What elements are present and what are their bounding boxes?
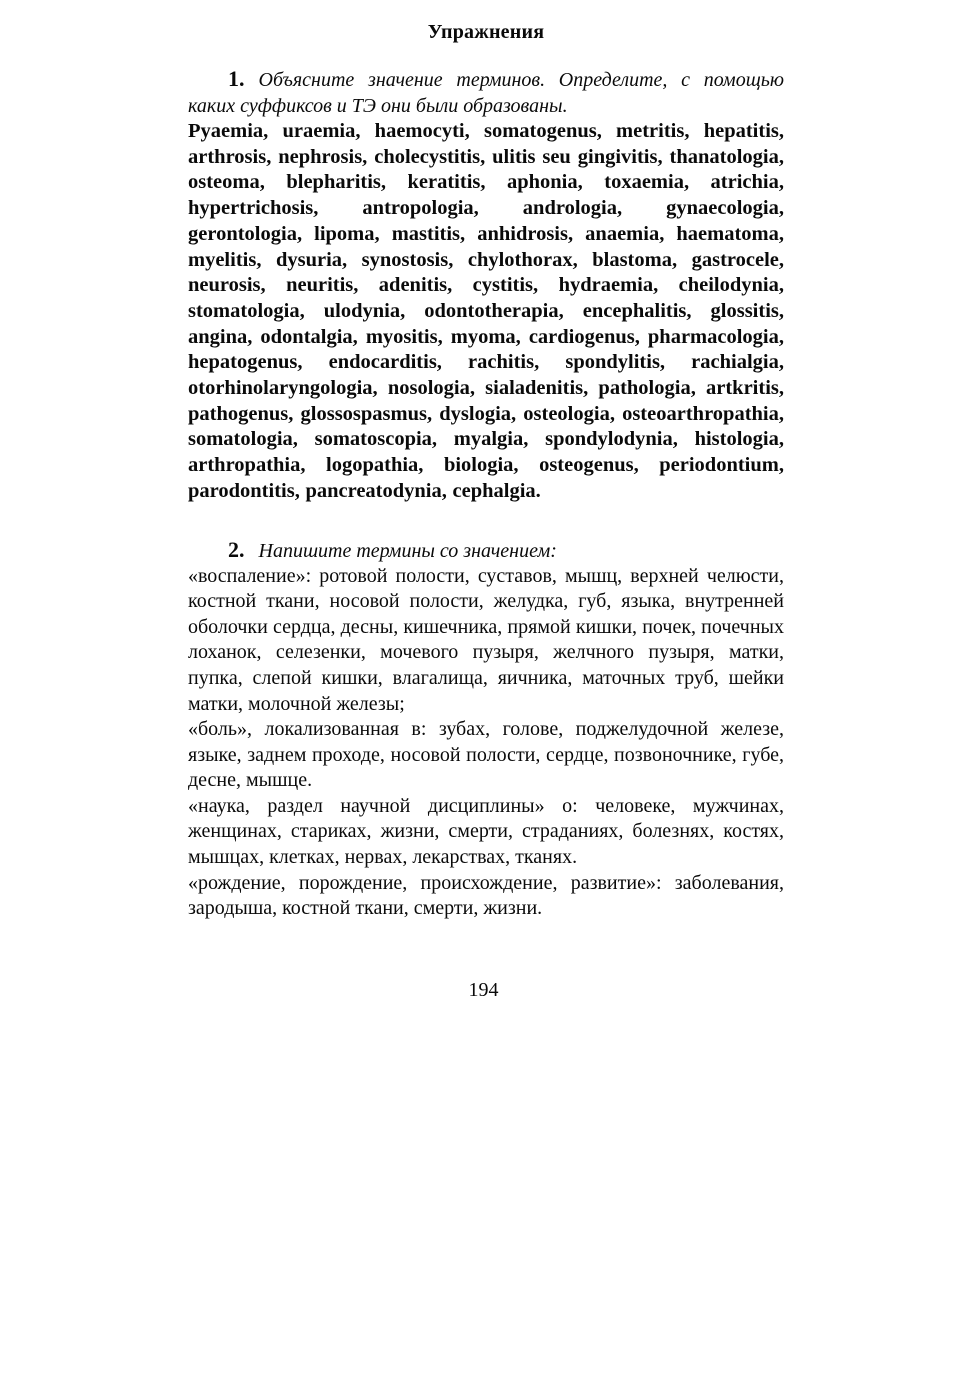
exercise-2-intro [188, 537, 784, 564]
exercise-2-paragraph-origin: «рождение, порождение, происхождение, развитие»: заболевания, зародыша, костной ткани, смерти, жизни. [188, 871, 784, 920]
exercise-1-number: 1. [228, 66, 245, 91]
exercise-1-intro [188, 66, 784, 119]
page-content [188, 18, 784, 922]
exercise-1-terms: Pyaemia, uraemia, haemocyti, somatogenus, metritis, hepatitis, arthrosis, nephrosis, cholecystitis, ulitis seu gingivitis, thanatologia, osteoma, blepharitis, keratitis, aphonia, toxaemia, atrichia, hypertrichosis, antropologia, andrologia, gynaecologia, gerontologia, lipoma, mastitis, anhidrosis, anaemia, haematoma, myelitis, dysuria, synostosis, chylothorax, blastoma, gastrocele, neurosis, neuritis, adenitis, cystitis, hydraemia, cheilodynia, stomatologia, ulodynia, odontotherapia, encephalitis, glossitis, angina, odontalgia, myositis, myoma, cardiogenus, pharmacologia, hepatogenus, endocarditis, rachitis, spondylitis, rachialgia, otorhinolaryngologia, nosologia, sialadenitis, pathologia, artkritis, pathogenus, glossospasmus, dyslogia, osteologia, osteoarthropathia, somatologia, somatoscopia, myalgia, spondylodynia, histologia, arthropathia, logopathia, biologia, osteogenus, periodontium, parodontitis, pancreatodynia, cephalgia. [188, 120, 784, 502]
exercise-2-instruction: Напишите термины со значением: [258, 539, 557, 562]
exercise-2 [188, 537, 784, 922]
exercise-2-paragraph-science: «наука, раздел научной дисциплины» о: человеке, мужчинах, женщинах, стариках, жизни, смерти, страданиях, болезнях, костях, мышцах, клетках, нервах, лекарствах, тканях. [188, 794, 784, 869]
page-heading: Упражнения [427, 21, 545, 43]
exercise-2-number: 2. [228, 536, 245, 562]
exercise-2-paragraph-inflammation: «воспаление»: ротовой полости, суставов, мышц, верхней челюсти, костной ткани, носовой полости, желудка, губ, языка, внутренней оболочки сердца, десны, кишечника, прямой кишки, почек, почечных лоханок, селезенки, мочевого пузыря, желчного пузыря, матки, пупка, слепой кишки, влагалища, яичника, маточных труб, шейки матки, молочной железы; [188, 564, 784, 715]
exercise-1-instruction: Объясните значение терминов. Определите, с помощью каких суффиксов и ТЭ они были образованы. [188, 69, 784, 117]
section-spacer [188, 505, 784, 537]
exercise-2-paragraph-pain: «боль», локализованная в: зубах, голове, поджелудочной железе, языке, заднем проходе, носовой полости, сердце, позвоночнике, губе, десне, мышце. [188, 718, 784, 792]
page-number: 194 [468, 979, 499, 1001]
exercise-1 [188, 66, 784, 505]
